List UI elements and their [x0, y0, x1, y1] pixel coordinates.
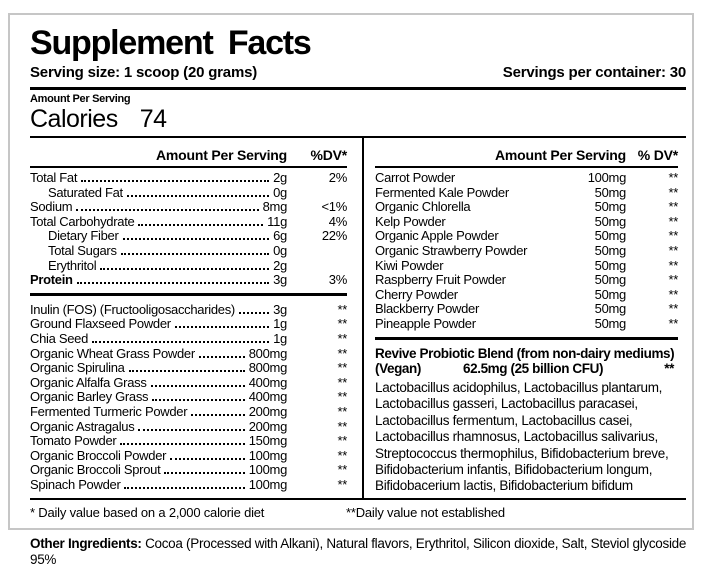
nutrient-name: Organic Broccoli Sprout	[30, 462, 161, 478]
blend-description: Lactobacillus acidophilus, Lactobacillus plantarum, Lactobacillus gasseri, Lactobacillus paracasei, Lactobacillus fermentum, Lactobacillus casei, Lactobacillus rhamnosus, Lactobacillus salivarius, Streptococcus thermophilus, Bifidobacterium breve, Bifidobacterium infantis, Bifidobacterium longum, Bifidobacerium lactis, Bifidobacterium bifidum	[375, 380, 669, 494]
dot-leader	[239, 312, 269, 314]
nutrient-row	[375, 215, 678, 230]
nutrient-row	[30, 200, 347, 215]
nutrient-amount: 200mg	[248, 403, 287, 419]
nutrient-row	[30, 463, 347, 478]
nutrient-row	[30, 376, 347, 391]
dot-leader	[123, 238, 270, 240]
nutrient-amount: 50mg	[594, 242, 626, 258]
dot-leader	[120, 443, 244, 445]
probiotic-blend	[375, 344, 678, 495]
nutrient-row	[375, 288, 678, 303]
nutrient-dv: **	[668, 257, 678, 273]
nutrient-amount: 50mg	[594, 286, 626, 302]
nutrient-dv: **	[337, 330, 347, 346]
footnotes-row	[30, 500, 686, 524]
nutrient-name: Pineapple Powder	[375, 315, 476, 331]
nutrient-name: Organic Barley Grass	[30, 389, 149, 405]
nutrient-amount: 2g	[273, 257, 287, 273]
nutrient-amount: 11g	[267, 213, 287, 229]
nutrient-name: Total Carbohydrate	[30, 213, 135, 229]
nutrient-amount: 50mg	[594, 272, 626, 288]
nutrient-dv: **	[668, 199, 678, 215]
dot-leader	[152, 399, 244, 401]
nutrient-amount: 100mg	[248, 447, 287, 463]
nutrient-name: Chia Seed	[30, 330, 89, 346]
nutrient-name: Organic Spirulina	[30, 360, 125, 376]
serving-size: Serving size: 1 scoop (20 grams)	[30, 64, 258, 81]
left-column-header	[30, 138, 347, 166]
dot-leader	[124, 487, 244, 489]
dot-leader	[199, 356, 245, 358]
nutrient-row	[375, 317, 678, 332]
nutrient-amount: 2g	[273, 170, 287, 185]
nutrient-row	[375, 273, 678, 288]
nutrient-name: Fermented Turmeric Powder	[30, 403, 188, 419]
nutrient-amount: 1g	[273, 316, 287, 332]
blend-dv: **	[664, 361, 674, 377]
nutrient-dv: **	[337, 462, 347, 478]
nutrient-name: Ground Flaxseed Powder	[30, 316, 171, 332]
nutrient-amount: 3g	[273, 272, 287, 288]
right-ingredient-rows	[375, 168, 678, 332]
nutrient-dv: **	[668, 315, 678, 331]
nutrient-amount: 150mg	[248, 433, 287, 449]
nutrient-name: Saturated Fat	[48, 184, 123, 200]
nutrient-row	[30, 186, 347, 201]
nutrient-amount: 1g	[273, 330, 287, 346]
nutrient-row	[30, 273, 347, 288]
nutrient-amount: 100mg	[248, 476, 287, 492]
nutrient-name: Blackberry Powder	[375, 301, 479, 317]
nutrient-dv: **	[668, 228, 678, 244]
blend-amount: 62.5mg (25 billion CFU)	[463, 361, 604, 377]
dot-leader	[138, 224, 263, 226]
nutrient-dv: 3%	[328, 272, 347, 288]
nutrient-amount: 50mg	[594, 301, 626, 317]
nutrient-name: Kiwi Powder	[375, 257, 444, 273]
right-column	[364, 138, 686, 498]
nutrient-amount: 200mg	[248, 418, 287, 434]
blend-vegan-label: (Vegan)	[375, 361, 421, 377]
nutrient-name: Organic Strawberry Powder	[375, 242, 528, 258]
other-ingredients-text: Cocoa (Processed with Alkani), Natural flavors, Erythritol, Silicon dioxide, Salt, Steviol glycoside 95%	[30, 536, 687, 567]
not-established-footnote: **Daily value not established	[346, 505, 505, 520]
nutrient-name: Cherry Powder	[375, 286, 458, 302]
nutrient-dv: **	[337, 301, 347, 317]
nutrient-row	[375, 186, 678, 201]
calories-line	[30, 106, 686, 132]
supplement-facts-panel	[8, 13, 694, 530]
nutrient-row	[30, 244, 347, 259]
nutrient-row	[30, 171, 347, 186]
nutrient-name: Fermented Kale Powder	[375, 184, 509, 200]
dot-leader	[121, 253, 269, 255]
nutrient-dv: **	[337, 316, 347, 332]
dot-leader	[170, 458, 245, 460]
nutrient-dv: **	[337, 389, 347, 405]
nutrient-row	[30, 229, 347, 244]
other-ingredients	[30, 536, 694, 568]
nutrient-row	[30, 434, 347, 449]
nutrient-name: Organic Apple Powder	[375, 228, 499, 244]
nutrient-row	[30, 361, 347, 376]
nutrient-row	[30, 405, 347, 420]
nutrient-amount: 3g	[273, 301, 287, 317]
dot-leader	[191, 414, 245, 416]
nutrient-name: Organic Wheat Grass Powder	[30, 345, 195, 361]
nutrient-row	[30, 390, 347, 405]
nutrient-dv: 22%	[321, 228, 347, 244]
dot-leader	[81, 180, 269, 182]
nutrient-dv: **	[337, 433, 347, 449]
dot-leader	[76, 209, 258, 211]
nutrient-row	[30, 303, 347, 318]
nutrient-name: Kelp Powder	[375, 213, 446, 229]
nutrient-name: Organic Astragalus	[30, 418, 135, 434]
nutrient-row	[375, 171, 678, 186]
nutrient-dv: **	[337, 418, 347, 434]
left-section-rule	[30, 293, 347, 296]
panel-title: Supplement Facts	[30, 24, 311, 62]
nutrient-amount: 400mg	[248, 389, 287, 405]
nutrient-row	[375, 259, 678, 274]
nutrient-row	[30, 332, 347, 347]
nutrient-row	[30, 215, 347, 230]
nutrient-name: Raspberry Fruit Powder	[375, 272, 506, 288]
dot-leader	[175, 326, 269, 328]
nutrient-amount: 400mg	[248, 374, 287, 390]
dot-leader	[138, 429, 244, 431]
nutrient-row	[375, 302, 678, 317]
calories-block	[30, 90, 686, 136]
right-column-header	[375, 138, 678, 166]
nutrient-amount: 50mg	[594, 213, 626, 229]
nutrient-dv: 2%	[328, 170, 347, 185]
right-dv-header: % DV*	[637, 147, 678, 163]
nutrient-name: Total Sugars	[48, 242, 117, 258]
left-nutrient-rows	[30, 168, 347, 288]
nutrient-name: Erythritol	[48, 257, 97, 273]
dot-leader	[77, 282, 269, 284]
dot-leader	[129, 370, 245, 372]
nutrient-amount: 6g	[273, 228, 287, 244]
nutrient-dv: **	[668, 242, 678, 258]
nutrient-name: Inulin (FOS) (Fructooligosaccharides)	[30, 301, 235, 317]
nutrient-name: Tomato Powder	[30, 433, 117, 449]
right-amount-header: Amount Per Serving	[495, 147, 626, 163]
nutrient-amount: 0g	[273, 184, 287, 200]
left-dv-header: %DV*	[310, 147, 347, 163]
nutrient-name: Organic Broccoli Powder	[30, 447, 167, 463]
nutrient-row	[375, 229, 678, 244]
nutrient-row	[375, 200, 678, 215]
other-ingredients-label: Other Ingredients:	[30, 536, 142, 551]
dot-leader	[127, 195, 269, 197]
dot-leader	[100, 268, 269, 270]
nutrient-dv: **	[668, 184, 678, 200]
left-ingredient-rows	[30, 300, 347, 493]
nutrient-amount: 800mg	[248, 345, 287, 361]
nutrient-dv: 4%	[328, 213, 347, 229]
left-amount-header: Amount Per Serving	[156, 147, 287, 163]
nutrient-amount: 800mg	[248, 360, 287, 376]
nutrient-dv: **	[337, 447, 347, 463]
nutrient-dv: **	[337, 476, 347, 492]
nutrient-name: Dietary Fiber	[48, 228, 119, 244]
calories-value: 74	[139, 105, 167, 133]
dot-leader	[92, 341, 269, 343]
blend-title: Revive Probiotic Blend (from non-dairy mediums)	[375, 345, 675, 361]
nutrient-dv: **	[337, 360, 347, 376]
nutrient-name: Spinach Powder	[30, 476, 121, 492]
nutrient-dv: **	[668, 272, 678, 288]
dot-leader	[164, 472, 244, 474]
daily-value-footnote: * Daily value based on a 2,000 calorie diet	[30, 505, 265, 520]
nutrient-amount: 100mg	[587, 170, 626, 185]
nutrient-dv: **	[337, 403, 347, 419]
nutrient-name: Protein	[30, 272, 73, 288]
nutrient-dv: **	[668, 213, 678, 229]
nutrient-dv: **	[668, 286, 678, 302]
nutrient-amount: 50mg	[594, 199, 626, 215]
amount-per-serving-label: Amount Per Serving	[30, 93, 131, 105]
nutrient-amount: 50mg	[594, 257, 626, 273]
left-column	[30, 138, 362, 498]
nutrient-row	[30, 347, 347, 362]
nutrient-name: Organic Alfalfa Grass	[30, 374, 147, 390]
nutrient-row	[30, 420, 347, 435]
nutrient-row	[375, 244, 678, 259]
dot-leader	[151, 385, 245, 387]
nutrient-row	[30, 478, 347, 493]
nutrient-amount: 50mg	[594, 228, 626, 244]
nutrient-amount: 100mg	[248, 462, 287, 478]
nutrient-row	[30, 449, 347, 464]
servings-per-container: Servings per container: 30	[502, 64, 686, 81]
nutrient-row	[30, 317, 347, 332]
nutrient-name: Carrot Powder	[375, 170, 455, 185]
nutrient-dv: **	[668, 170, 678, 185]
nutrient-amount: 8mg	[262, 199, 287, 215]
nutrient-dv: <1%	[321, 199, 347, 215]
serving-info-row	[30, 64, 686, 81]
nutrition-columns	[30, 138, 686, 498]
nutrient-name: Total Fat	[30, 170, 78, 185]
nutrient-amount: 50mg	[594, 184, 626, 200]
blend-subline	[375, 361, 678, 376]
nutrient-dv: **	[668, 301, 678, 317]
nutrient-amount: 0g	[273, 242, 287, 258]
nutrient-amount: 50mg	[594, 315, 626, 331]
nutrient-name: Sodium	[30, 199, 73, 215]
right-section-rule	[375, 337, 678, 340]
nutrient-dv: **	[337, 345, 347, 361]
calories-label: Calories	[30, 105, 118, 133]
nutrient-name: Organic Chlorella	[375, 199, 471, 215]
nutrient-row	[30, 259, 347, 274]
nutrient-dv: **	[337, 374, 347, 390]
